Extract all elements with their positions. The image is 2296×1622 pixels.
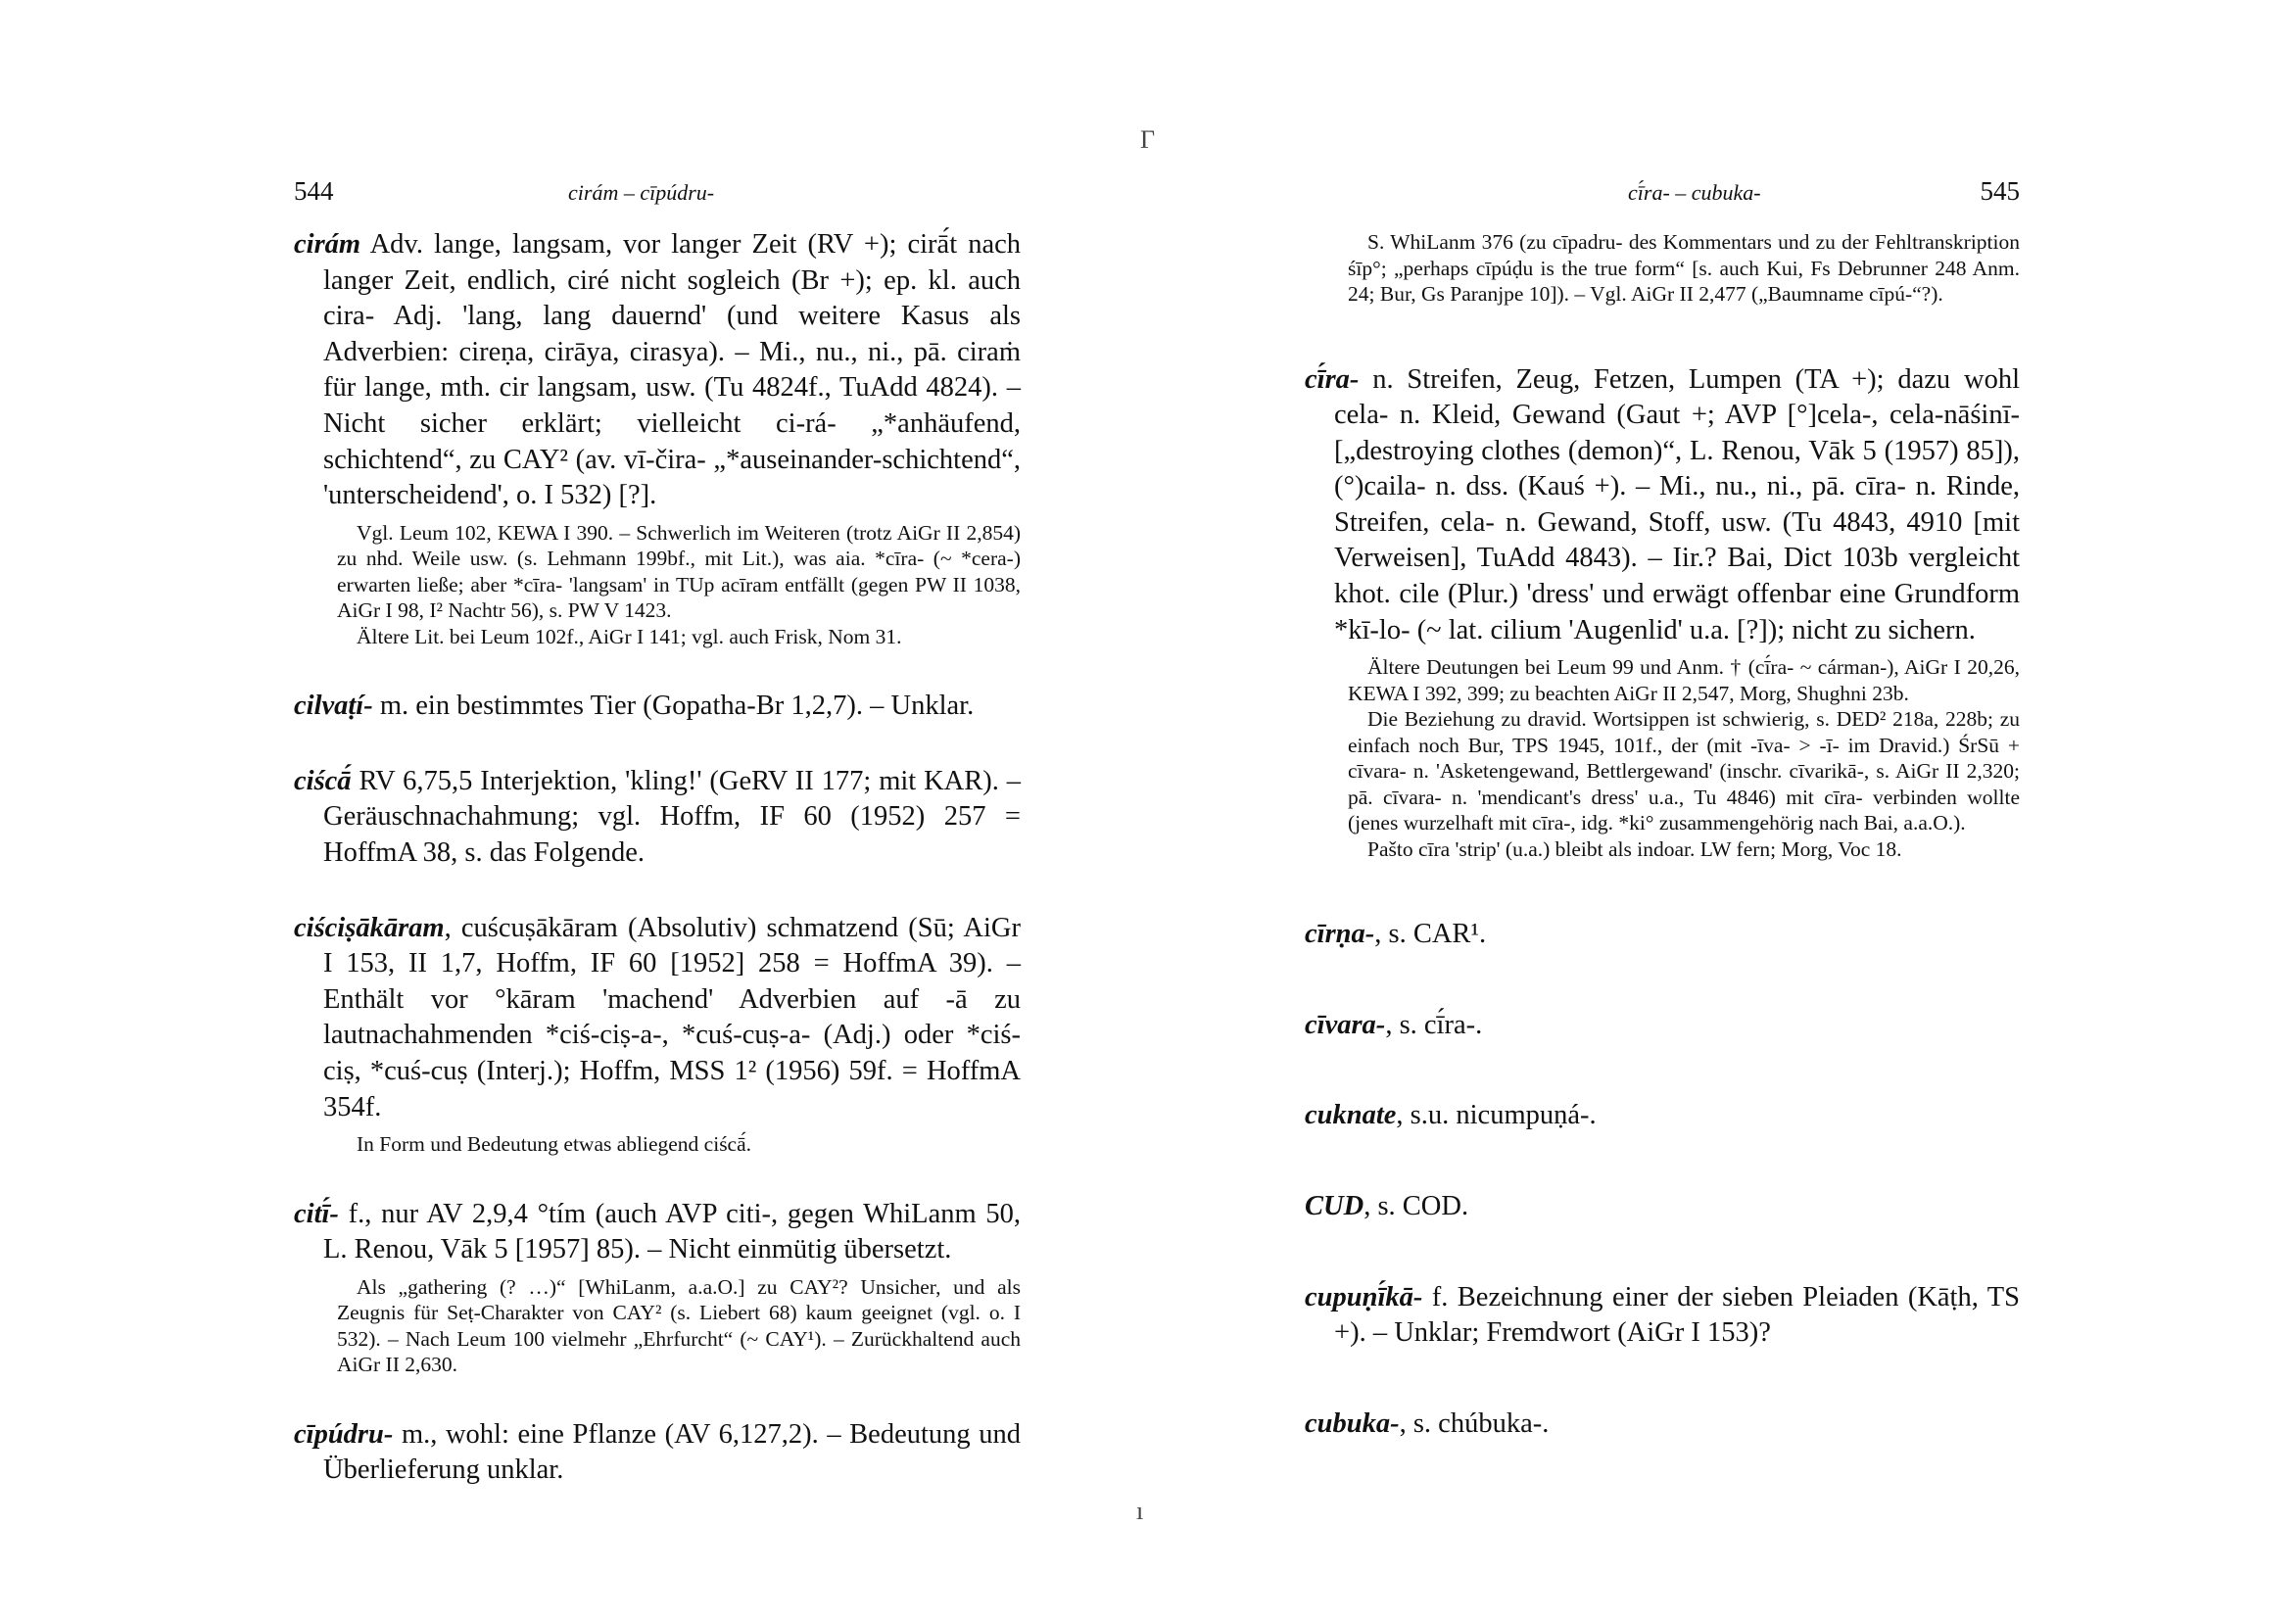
headword: cubuka- — [1305, 1407, 1400, 1439]
entry-text: , cuścuṣākāram (Absolutiv) schmatzend (Sū; AiGr I 153, II 1,7, Hoffm, IF 60 [1952] 258 = HoffmA 39). – Enthält vor °kāram 'machend' Adverbien auf -ā zu lautnachahmenden *ciś-ciṣ-a-, *cuś-cuṣ-a- (Adj.) oder *ciś-ciṣ, *cuś-cuṣ (Interj.); Hoffm, MSS 1² (1956) 59f. = HoffmA 354f. — [323, 912, 1021, 1122]
headword: cirám — [294, 229, 361, 260]
footnote: Ältere Lit. bei Leum 102f., AiGr I 141; vgl. auch Frisk, Nom 31. — [357, 624, 902, 648]
headword: cuknate — [1305, 1100, 1397, 1131]
dictionary-entry — [1305, 1280, 2020, 1352]
headword: citī́- — [294, 1198, 339, 1229]
footnote: Als „gathering (? …)“ [WhiLanm, a.a.O.] zu CAY²? Unsicher, und als Zeugnis für Seṭ-Charakter von CAY² (s. Liebert 68) kaum geeignet (vgl. o. I 532). – Nach Leum 100 vielmehr „Ehrfurcht“ (~ CAY¹). – Zurückhaltend auch AiGr II 2,630. — [337, 1274, 1021, 1377]
dictionary-entry — [294, 1417, 1021, 1489]
page-number: 544 — [294, 176, 334, 206]
dictionary-entry — [294, 227, 1021, 514]
footnote: Vgl. Leum 102, KEWA I 390. – Schwerlich im Weiteren (trotz AiGr II 2,854) zu nhd. Weile usw. (s. Lehmann 199bf., mit Lit.), was aia. *cīra- (~ *cera-) erwarten ließe; aber *cīra- 'langsam' in TUp acīram entfällt (gegen PW II 1038, AiGr I 98, I² Nachtr 56), s. PW V 1423. — [337, 520, 1021, 623]
page-number: 545 — [1980, 176, 2020, 206]
entry-text: n. Streifen, Zeug, Fetzen, Lumpen (TA +); dazu wohl cela- n. Kleid, Gewand (Gaut +; AVP [°]cela-, cela-nāśinī- [„destroying clothes (demon)“, L. Renou, Vāk 5 (1957) 85]), (°)caila- n. dss. (Kauś +). – Mi., nu., ni., pā. cīra- n. Rinde, Streifen, cela- n. Gewand, Stoff, usw. (Tu 4843, 4910 [mit Verweisen], TuAdd 4843). – Iir.? Bai, Dict 103b vergleicht khot. cile (Plur.) 'dress' und erwägt offenbar eine Grundform *kī-lo- (~ lat. cilium 'Augenlid' u.a. [?]); nicht zu sichern. — [1334, 363, 2020, 645]
gutter-mark-top: Γ — [1140, 125, 1156, 154]
entry-text: m., wohl: eine Pflanze (AV 6,127,2). – Bedeutung und Überlieferung unklar. — [323, 1418, 1021, 1486]
right-page-body — [1305, 227, 2020, 1442]
dictionary-entry — [294, 911, 1021, 1126]
dictionary-entry — [1305, 917, 2020, 953]
entry-text: f., nur AV 2,9,4 °tím (auch AVP citi-, gegen WhiLanm 50, L. Renou, Vāk 5 [1957] 85). – Nicht einmütig übersetzt. — [323, 1198, 1021, 1265]
headword: cīpúdru- — [294, 1418, 394, 1450]
entry-text: , s. CAR¹. — [1374, 919, 1487, 950]
left-page-body — [294, 227, 1021, 1489]
dictionary-entry — [294, 689, 1021, 725]
entry-text: , s. COD. — [1363, 1191, 1469, 1222]
entry-text: Adv. lange, langsam, vor langer Zeit (RV +); cirā́t nach langer Zeit, endlich, ciré nicht sogleich (Br +); ep. kl. auch cira- Adj. 'lang, lang dauernd' (und weitere Kasus als Adverbien: cireṇa, cirāya, cirasya). – Mi., nu., ni., pā. ciraṁ für lange, mth. cir langsam, usw. (Tu 4824f., TuAdd 4824). – Nicht sicher erklärt; vielleicht ci-rá- „*anhäufend, schichtend“, zu CAY² (av. vī-čira- „*auseinander-schichtend“, 'unterscheidend', o. I 532) [?]. — [323, 229, 1021, 511]
headword: cupuṇī́kā- — [1305, 1281, 1423, 1312]
dictionary-entry — [1305, 1407, 2020, 1443]
dictionary-entry — [1305, 1189, 2020, 1225]
entry-text: , s.u. nicumpuṇá-. — [1396, 1100, 1597, 1131]
dictionary-entry — [1305, 362, 2020, 649]
footnote: Ältere Deutungen bei Leum 99 und Anm. † (cī́ra- ~ cárman-), AiGr I 20,26, KEWA I 392, 399; zu beachten AiGr II 2,547, Morg, Shughni 23b. — [1348, 655, 2020, 705]
dictionary-entry — [1305, 1008, 2020, 1044]
headword: ciścā́ — [294, 765, 352, 796]
footnote: In Form und Bedeutung etwas abliegend ciścā́. — [357, 1132, 752, 1157]
dictionary-entry — [1305, 1098, 2020, 1134]
right-page-header — [1305, 176, 2020, 215]
entry-text: , s. cī́ra-. — [1385, 1009, 1483, 1040]
footnote: S. WhiLanm 376 (zu cīpadru- des Kommentars und zu der Fehltranskription śīp°; „perhaps cīpúḍu is the true form“ [s. auch Kui, Fs Debrunner 248 Anm. 24; Bur, Gs Paranjpe 10]). – Vgl. AiGr II 2,477 („Baumname cīpú-“?). — [1348, 230, 2020, 306]
dictionary-entry — [294, 764, 1021, 872]
headword: ciściṣākāram — [294, 912, 445, 943]
entry-text: RV 6,75,5 Interjektion, 'kling!' (GeRV II 177; mit KAR). – Geräuschnachahmung; vgl. Hoffm, IF 60 (1952) 257 = HoffmA 38, s. das Folgende. — [323, 765, 1021, 869]
entry-text: m. ein bestimmtes Tier (Gopatha-Br 1,2,7). – Unklar. — [372, 691, 975, 722]
headword: cīrṇa- — [1305, 919, 1375, 950]
footnote: Pašto cīra 'strip' (u.a.) bleibt als indoar. LW fern; Morg, Voc 18. — [1367, 836, 1902, 861]
headword: cilvaṭí- — [294, 691, 373, 722]
entry-text: f. Bezeichnung einer der sieben Pleiaden (Kāṭh, TS +). – Unklar; Fremdwort (AiGr I 153)? — [1334, 1281, 2020, 1349]
left-page-header — [294, 176, 1021, 215]
running-head: cī́ra- – cubuka- — [1628, 180, 1761, 205]
gutter-mark-bottom: ı — [1136, 1497, 1144, 1525]
footnote: Die Beziehung zu dravid. Wortsippen ist schwierig, s. DED² 218a, 228b; zu einfach noch Bur, TPS 1945, 101f., der (mit -īva- > -ī- im Dravid.) ŚrSū + cīvara- n. 'Asketengewand, Bettlergewand' (inschr. cīvarikā-, s. AiGr II 2,320; pā. cīvara- n. 'mendicant's dress' u.a., Tu 4846) mit cīra- verbinden wollte (jenes wurzelhaft mit cīra-, idg. *ki° zusammengehörig nach Bai, a.a.O.). — [1348, 707, 2020, 835]
headword: cī́ra- — [1305, 363, 1360, 395]
headword: CUD — [1305, 1191, 1364, 1222]
running-head: cirám – cīpúdru- — [568, 180, 715, 205]
dictionary-entry — [294, 1197, 1021, 1268]
entry-text: , s. chúbuka-. — [1399, 1407, 1550, 1439]
headword: cīvara- — [1305, 1009, 1386, 1040]
